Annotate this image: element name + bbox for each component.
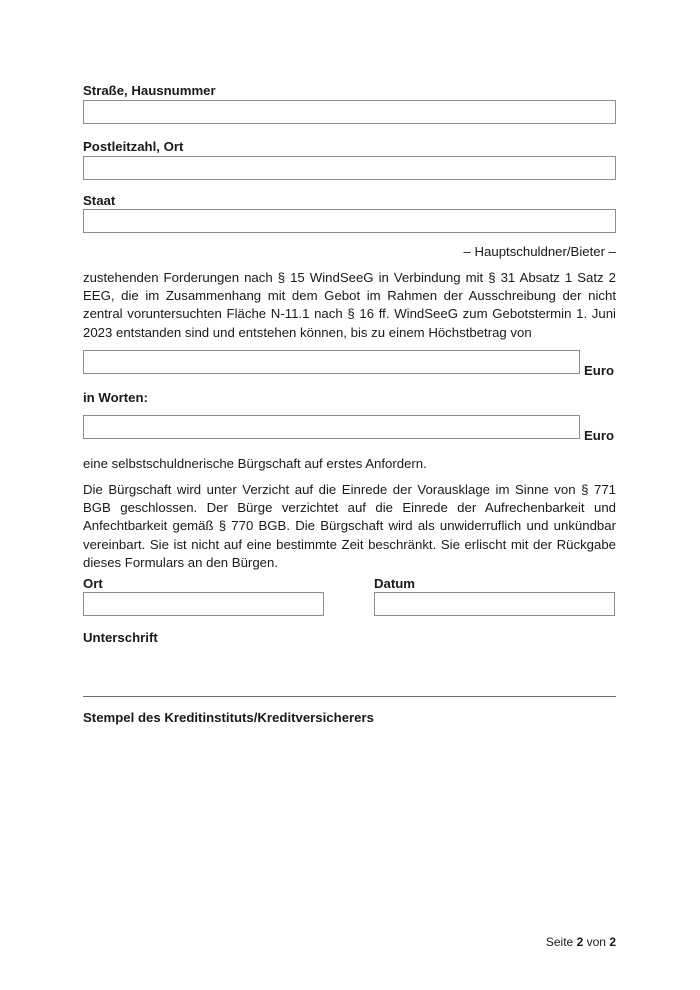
postal-city-label: Postleitzahl, Ort — [83, 139, 184, 154]
terms-paragraph: Die Bürgschaft wird unter Verzicht auf die Einrede der Vorausklage im Sinne von § 771 BGB geschlossen. Der Bürge verzichtet auf die Einrede der Aufrechenbarkeit und Anfechtbarkeit gemäß § 770 BGB. Die Bürgschaft wird als unwiderruflich und unkündbar vereinbart. Sie ist nicht auf eine bestimmte Zeit beschränkt. Sie erlischt mit der Rückgabe dieses Formulars an den Bürgen. — [83, 482, 616, 570]
signature-line — [83, 696, 616, 697]
amount-currency-label: Euro — [584, 363, 615, 378]
date-label: Datum — [374, 576, 416, 591]
stamp-label: Stempel des Kreditinstituts/Kreditversicherers — [83, 710, 374, 725]
page-total: 2 — [609, 935, 616, 949]
of-word: von — [586, 935, 606, 949]
main-debtor-bidder-label: – Hauptschuldner/Bieter – — [463, 244, 616, 259]
country-input[interactable] — [83, 209, 616, 233]
place-input[interactable] — [83, 592, 324, 616]
guarantee-sentence: eine selbstschuldnerische Bürgschaft auf erstes Anfordern. — [83, 456, 427, 471]
street-label: Straße, Hausnummer — [83, 83, 216, 98]
amount-in-words-input[interactable] — [83, 415, 580, 439]
amount-in-words-currency-label: Euro — [584, 428, 615, 443]
page-current: 2 — [576, 935, 584, 949]
claims-paragraph: zustehenden Forderungen nach § 15 WindSeeG in Verbindung mit § 31 Absatz 1 Satz 2 EEG, die im Zusammenhang mit dem Gebot im Rahmen der Ausschreibung der nicht zentral voruntersuchten Fläche N-11.1 nach § 16 ff. WindSeeG zum Gebotstermin 1. Juni 2023 entstanden sind und entstehen können, bis zu einem Höchstbetrag von — [83, 270, 616, 340]
place-label: Ort — [83, 576, 103, 591]
date-input[interactable] — [374, 592, 615, 616]
page-word: Seite — [545, 935, 574, 949]
amount-in-words-label: in Worten: — [83, 390, 148, 405]
postal-city-input[interactable] — [83, 156, 616, 180]
amount-input[interactable] — [83, 350, 580, 374]
page-number — [400, 935, 616, 949]
country-label: Staat — [83, 193, 116, 208]
signature-label: Unterschrift — [83, 630, 158, 645]
street-input[interactable] — [83, 100, 616, 124]
